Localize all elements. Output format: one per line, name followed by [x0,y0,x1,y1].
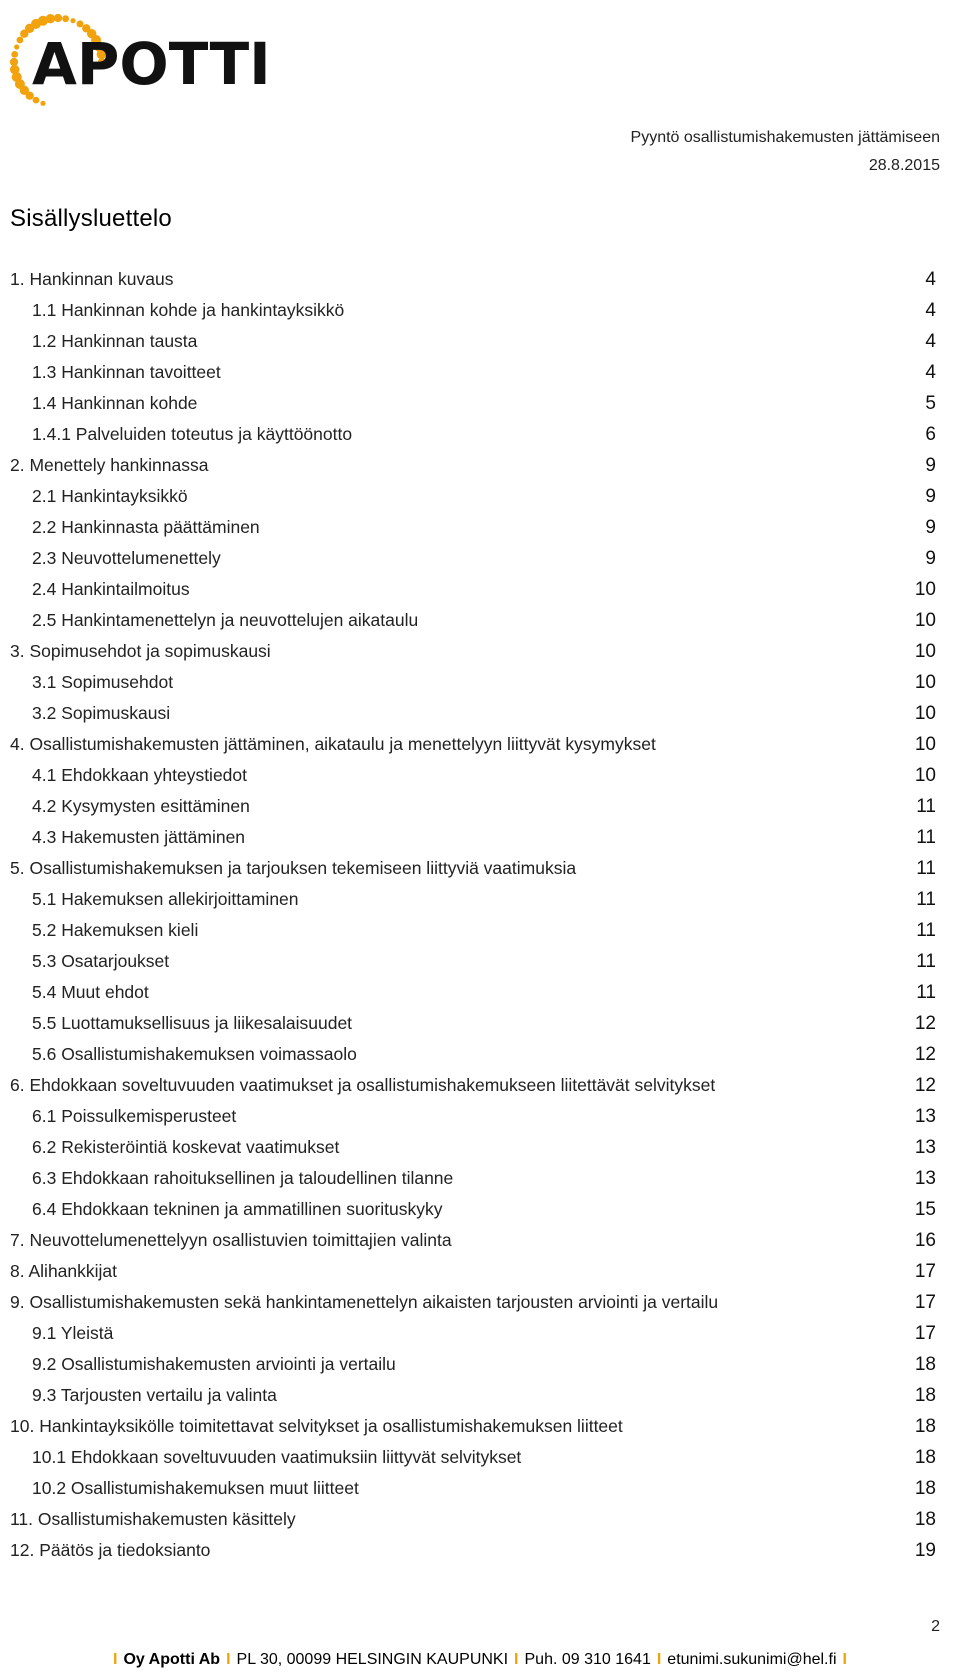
toc-entry-page: 10 [914,734,936,755]
footer-separator: I [113,1651,118,1668]
toc-entry[interactable] [0,1008,960,1039]
toc-entry-page: 10 [914,579,936,600]
toc-entry[interactable] [0,1318,960,1349]
footer [0,1651,960,1669]
toc-entry-page: 12 [914,1013,936,1034]
toc-entry-page: 17 [914,1323,936,1344]
toc-entry-label: 5.6 Osallistumishakemuksen voimassaolo [32,1044,357,1064]
toc-entry-label: 5. Osallistumishakemuksen ja tarjouksen tekemiseen liittyviä vaatimuksia [10,858,577,878]
toc-entry[interactable] [0,1287,960,1318]
apotti-logo [6,4,271,122]
toc-entry-label: 1.1 Hankinnan kohde ja hankintayksikkö [32,300,345,320]
toc-entry-page: 10 [914,703,936,724]
toc-entry-page: 4 [925,269,936,290]
toc-entry-page: 9 [925,548,936,569]
toc-entry[interactable] [0,1070,960,1101]
logo-dot [40,101,45,106]
logo-dot [70,18,75,23]
toc-entry-page: 16 [914,1230,936,1251]
toc-entry-page: 9 [925,517,936,538]
toc-entry-page: 13 [914,1106,936,1127]
toc-entry[interactable] [0,1132,960,1163]
toc-entry-label: 12. Päätös ja tiedoksianto [10,1540,211,1560]
toc-entry-label: 1.2 Hankinnan tausta [32,331,198,351]
toc-entry-label: 10.2 Osallistumishakemuksen muut liitteet [32,1478,359,1498]
toc-entry-page: 15 [914,1199,936,1220]
logo-dot [11,51,18,58]
toc-entry-label: 2.4 Hankintailmoitus [32,579,190,599]
toc-heading: Sisällysluettelo [10,205,172,232]
toc-entry[interactable] [0,1163,960,1194]
toc-entry[interactable] [0,295,960,326]
toc-entry[interactable] [0,791,960,822]
toc-entry-page: 10 [914,641,936,662]
footer-separator: I [514,1651,519,1668]
toc-entry[interactable] [0,264,960,295]
toc-entry-label: 2.5 Hankintamenettelyn ja neuvottelujen aikataulu [32,610,419,630]
toc-entry[interactable] [0,605,960,636]
toc-entry-label: 1. Hankinnan kuvaus [10,269,174,289]
toc-entry[interactable] [0,512,960,543]
toc-entry-page: 4 [925,300,936,321]
toc-entry-label: 1.4.1 Palveluiden toteutus ja käyttöönotto [32,424,353,444]
toc-entry-page: 5 [925,393,936,414]
toc-entry-label: 6.2 Rekisteröintiä koskevat vaatimukset [32,1137,340,1157]
footer-address: PL 30, 00099 HELSINGIN KAUPUNKI [236,1651,509,1668]
toc-entry[interactable] [0,1473,960,1504]
toc-entry[interactable] [0,1039,960,1070]
document-date: 28.8.2015 [868,157,940,174]
toc-entry-label: 3. Sopimusehdot ja sopimuskausi [10,641,271,661]
toc-entry-page: 11 [916,951,936,972]
toc-entry[interactable] [0,1504,960,1535]
toc-entry-label: 10. Hankintayksikölle toimitettavat selvitykset ja osallistumishakemuksen liitteet [10,1416,623,1436]
toc-entry-label: 3.2 Sopimuskausi [32,703,171,723]
logo-wordmark: APOTTI [32,30,271,98]
toc-entry-label: 2.3 Neuvottelumenettely [32,548,221,568]
table-of-contents [0,264,960,1566]
toc-entry-page: 17 [914,1292,936,1313]
toc-entry-page: 4 [925,331,936,352]
footer-separator: I [842,1651,847,1668]
toc-entry-page: 9 [925,455,936,476]
toc-entry-page: 10 [914,610,936,631]
footer-email: etunimi.sukunimi@hel.fi [667,1651,837,1668]
toc-entry-page: 13 [914,1168,936,1189]
toc-entry[interactable] [0,853,960,884]
toc-entry[interactable] [0,1256,960,1287]
toc-entry-label: 4.3 Hakemusten jättäminen [32,827,246,847]
toc-entry-label: 8. Alihankkijat [10,1261,118,1281]
sun-dots-icon [6,4,271,122]
toc-entry-label: 10.1 Ehdokkaan soveltuvuuden vaatimuksiin liittyvät selvitykset [32,1447,522,1467]
page-number: 2 [931,1618,940,1635]
toc-entry[interactable] [0,357,960,388]
toc-entry[interactable] [0,574,960,605]
toc-entry[interactable] [0,326,960,357]
toc-entry[interactable] [0,1535,960,1566]
toc-entry-label: 5.5 Luottamuksellisuus ja liikesalaisuudet [32,1013,353,1033]
toc-entry-label: 4.2 Kysymysten esittäminen [32,796,250,816]
toc-entry[interactable] [0,388,960,419]
toc-entry-label: 2.1 Hankintayksikkö [32,486,188,506]
toc-entry-page: 11 [916,796,936,817]
toc-entry-label: 4. Osallistumishakemusten jättäminen, aikataulu ja menettelyyn liittyvät kysymykset [10,734,656,754]
toc-entry[interactable] [0,1349,960,1380]
toc-entry-page: 19 [914,1540,936,1561]
toc-entry-label: 5.4 Muut ehdot [32,982,149,1002]
toc-entry[interactable] [0,1380,960,1411]
toc-entry-label: 1.3 Hankinnan tavoitteet [32,362,221,382]
toc-entry-label: 3.1 Sopimusehdot [32,672,174,692]
toc-entry-label: 9.1 Yleistä [32,1323,114,1343]
toc-entry[interactable] [0,698,960,729]
toc-entry[interactable] [0,915,960,946]
toc-entry-page: 10 [914,672,936,693]
toc-entry-page: 18 [914,1354,936,1375]
logo-dot [46,14,55,23]
toc-entry-label: 6. Ehdokkaan soveltuvuuden vaatimukset ja osallistumishakemukseen liitettävät selvitykset [10,1075,716,1095]
toc-entry-page: 9 [925,486,936,507]
toc-entry[interactable] [0,450,960,481]
toc-entry-page: 12 [914,1075,936,1096]
toc-entry-page: 18 [914,1416,936,1437]
footer-company: Oy Apotti Ab [123,1651,221,1668]
toc-entry[interactable] [0,636,960,667]
footer-phone: Puh. 09 310 1641 [524,1651,651,1668]
toc-entry-label: 6.1 Poissulkemisperusteet [32,1106,237,1126]
toc-entry-label: 7. Neuvottelumenettelyyn osallistuvien toimittajien valinta [10,1230,452,1250]
toc-entry[interactable] [0,946,960,977]
logo-dot [54,14,62,22]
toc-entry-page: 11 [916,889,936,910]
toc-entry[interactable] [0,1101,960,1132]
toc-entry-page: 18 [914,1478,936,1499]
footer-separator: I [226,1651,231,1668]
toc-entry-page: 17 [914,1261,936,1282]
toc-entry-label: 9.3 Tarjousten vertailu ja valinta [32,1385,277,1405]
logo-dot [17,37,24,44]
toc-entry[interactable] [0,1194,960,1225]
toc-entry-label: 5.3 Osatarjoukset [32,951,170,971]
toc-entry-label: 9.2 Osallistumishakemusten arviointi ja vertailu [32,1354,396,1374]
toc-entry-page: 18 [914,1385,936,1406]
logo-dot [62,15,69,22]
toc-entry[interactable] [0,667,960,698]
logo-dot [77,20,84,27]
toc-entry-page: 12 [914,1044,936,1065]
toc-entry-label: 11. Osallistumishakemusten käsittely [10,1509,296,1529]
toc-entry[interactable] [0,1442,960,1473]
toc-entry-page: 11 [916,858,936,879]
toc-entry[interactable] [0,481,960,512]
toc-entry[interactable] [0,760,960,791]
toc-entry[interactable] [0,977,960,1008]
toc-entry[interactable] [0,884,960,915]
logo-dot [10,58,18,66]
toc-entry[interactable] [0,1411,960,1442]
logo-dot [14,44,19,49]
toc-entry-page: 11 [916,982,936,1003]
logo-dot [10,65,19,74]
toc-entry-page: 18 [914,1509,936,1530]
toc-entry-label: 4.1 Ehdokkaan yhteystiedot [32,765,248,785]
toc-entry[interactable] [0,822,960,853]
toc-entry-page: 11 [916,827,936,848]
toc-entry-label: 6.3 Ehdokkaan rahoituksellinen ja taloudellinen tilanne [32,1168,454,1188]
document-header [631,124,940,180]
toc-entry[interactable] [0,543,960,574]
footer-separator: I [656,1651,662,1668]
toc-entry-label: 5.2 Hakemuksen kieli [32,920,199,940]
toc-entry-page: 10 [914,765,936,786]
toc-entry-label: 6.4 Ehdokkaan tekninen ja ammatillinen suorituskyky [32,1199,443,1219]
toc-entry-page: 13 [914,1137,936,1158]
toc-entry-page: 18 [914,1447,936,1468]
toc-entry-label: 2. Menettely hankinnassa [10,455,209,475]
toc-entry[interactable] [0,729,960,760]
toc-entry-label: 9. Osallistumishakemusten sekä hankintamenettelyn aikaisten tarjousten arviointi ja vertailu [10,1292,719,1312]
toc-entry-page: 6 [925,424,936,445]
toc-entry-page: 11 [916,920,936,941]
toc-entry-label: 5.1 Hakemuksen allekirjoittaminen [32,889,299,909]
toc-entry-page: 4 [925,362,936,383]
toc-entry-label: 1.4 Hankinnan kohde [32,393,198,413]
toc-entry[interactable] [0,1225,960,1256]
toc-entry[interactable] [0,419,960,450]
document-title: Pyyntö osallistumishakemusten jättämiseen [630,129,940,146]
toc-entry-label: 2.2 Hankinnasta päättäminen [32,517,260,537]
